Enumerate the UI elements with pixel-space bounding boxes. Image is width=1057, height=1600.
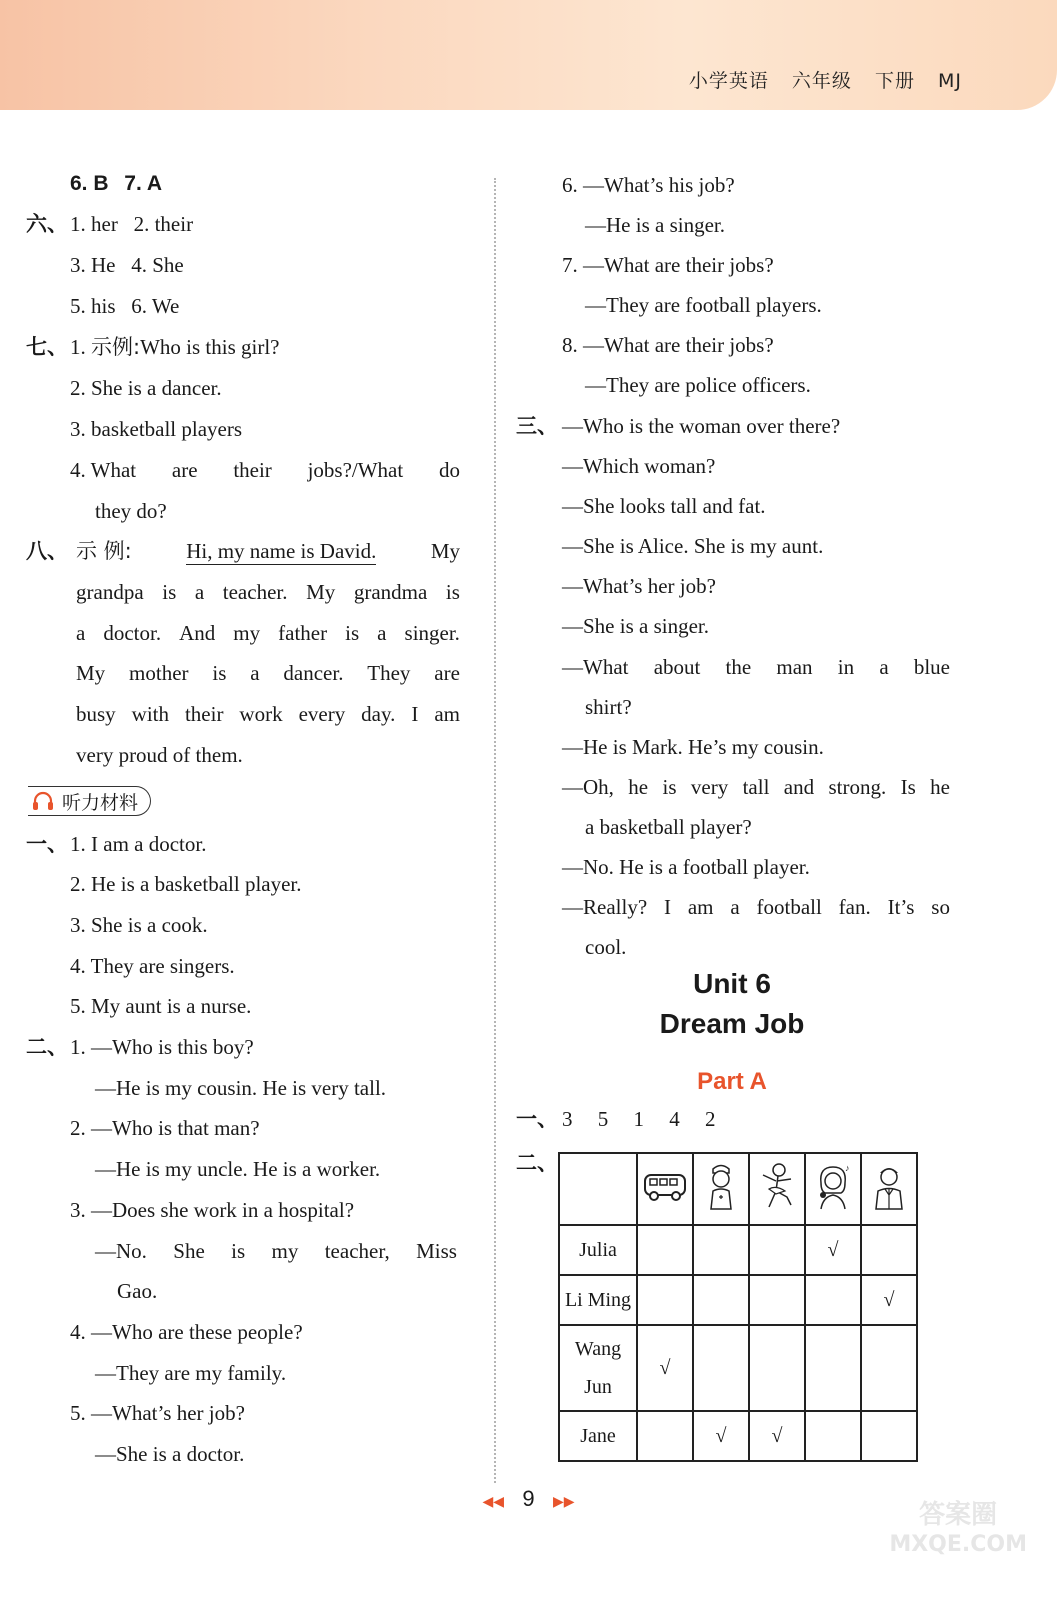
section-8-line-3: a doctor. And my father is a singer. <box>76 621 460 645</box>
listening-material-label: 听力材料 <box>62 791 139 814</box>
watermark-url: MXQE.COM <box>889 1532 1027 1557</box>
dialog-line-cont: cool. <box>585 935 627 959</box>
table-cell <box>805 1411 861 1461</box>
dialog-question: 8. —What are their jobs? <box>562 333 774 357</box>
header-subject: 小学英语 <box>688 70 769 92</box>
doctor-icon <box>872 1161 906 1211</box>
part-a-section-2-num: 二、 <box>516 1151 558 1175</box>
section-8-num: 八、 <box>26 539 68 563</box>
dialog-question: 7. —What are their jobs? <box>562 253 774 277</box>
table-row <box>559 1225 917 1275</box>
dialog-line: —She is a singer. <box>562 614 709 638</box>
column-divider <box>494 178 496 1483</box>
dialog-line: —He is Mark. He’s my cousin. <box>562 735 824 759</box>
headphones-icon <box>32 791 54 811</box>
dialog-answer: —He is a singer. <box>585 213 725 237</box>
part-heading: Part A <box>697 1068 767 1095</box>
section-7-item-1: 1. 示例:Who is this girl? <box>70 335 280 359</box>
section-8-line-5: busy with their work every day. I am <box>76 702 460 726</box>
answer-table <box>558 1152 918 1462</box>
table-cell: √ <box>693 1411 749 1461</box>
row-name: Li Ming <box>559 1275 637 1325</box>
part-a-section-1-answers: 3 5 1 4 2 <box>562 1107 716 1131</box>
section-7-num: 七、 <box>26 335 68 359</box>
table-cell <box>749 1275 805 1325</box>
table-cell <box>637 1275 693 1325</box>
dialog-answer: —They are my family. <box>95 1361 287 1385</box>
listening-section-1-num: 一、 <box>26 832 68 856</box>
listening-item: 3. She is a cook. <box>70 913 208 937</box>
table-cell: √ <box>805 1225 861 1275</box>
table-cell <box>861 1411 917 1461</box>
table-header-cell <box>637 1153 693 1225</box>
dialog-line-cont: shirt? <box>585 695 632 719</box>
section-7-item-4: 4. What are their jobs?/What do <box>70 458 460 482</box>
section-6-num: 六、 <box>26 212 68 236</box>
dialog-line: —Which woman? <box>562 454 716 478</box>
unit-number: Unit 6 <box>693 968 771 999</box>
dialog-line: —Oh, he is very tall and strong. Is he <box>562 775 950 799</box>
table-row <box>559 1275 917 1325</box>
row-name: Jane <box>559 1411 637 1461</box>
page-number: 9 <box>522 1486 535 1511</box>
section-6-line-3: 5. his 6. We <box>70 294 180 318</box>
table-cell <box>693 1225 749 1275</box>
table-header-cell <box>861 1153 917 1225</box>
section-8-line-6: very proud of them. <box>76 743 243 767</box>
dialog-line: —No. He is a football player. <box>562 855 810 879</box>
section-6-line-1: 1. her 2. their <box>70 212 194 236</box>
header-info <box>673 66 962 93</box>
svg-text:♪: ♪ <box>845 1163 850 1173</box>
dialog-line-cont: a basketball player? <box>585 815 752 839</box>
dialog-question: 5. —What’s her job? <box>70 1401 245 1425</box>
table-header-row <box>559 1153 917 1225</box>
table-cell <box>693 1325 749 1411</box>
section-7-item-2: 2. She is a dancer. <box>70 376 222 400</box>
section-3-num: 三、 <box>516 414 558 438</box>
row-name: Julia <box>559 1225 637 1275</box>
table-cell <box>861 1325 917 1411</box>
listening-item: 1. I am a doctor. <box>70 832 207 856</box>
listening-section-2-num: 二、 <box>26 1035 68 1059</box>
row-name-line: Wang <box>574 1338 622 1360</box>
answer-line: 6. B 7. A <box>70 172 162 195</box>
table-row <box>559 1325 917 1411</box>
listening-item: 4. They are singers. <box>70 954 235 978</box>
table-header-cell <box>749 1153 805 1225</box>
header-grade: 六年级 <box>791 70 852 92</box>
dancer-icon <box>757 1161 797 1211</box>
section-8-line-2: grandpa is a teacher. My grandma is <box>76 580 460 604</box>
table-cell <box>637 1225 693 1275</box>
table-cell <box>805 1275 861 1325</box>
table-header-cell <box>693 1153 749 1225</box>
table-cell <box>749 1325 805 1411</box>
section-6-line-2: 3. He 4. She <box>70 253 184 277</box>
dialog-question: 4. —Who are these people? <box>70 1320 303 1344</box>
dialog-answer: —They are football players. <box>585 293 822 317</box>
dialog-line: —Who is the woman over there? <box>562 414 841 438</box>
watermark-logo: 答案圈 <box>919 1500 998 1530</box>
dialog-line: —What about the man in a blue <box>562 655 950 679</box>
dialog-answer: —He is my uncle. He is a worker. <box>95 1157 381 1181</box>
dialog-line: —Really? I am a football fan. It’s so <box>562 895 950 919</box>
nurse-icon <box>705 1161 737 1211</box>
listening-material-badge <box>28 786 151 816</box>
header-volume: 下册 <box>874 70 915 92</box>
dialog-line: —She is Alice. She is my aunt. <box>562 534 824 558</box>
listening-item: 5. My aunt is a nurse. <box>70 994 252 1018</box>
table-cell <box>749 1225 805 1275</box>
dialog-answer: —They are police officers. <box>585 373 811 397</box>
table-cell <box>861 1225 917 1275</box>
dialog-answer-cont: Gao. <box>117 1279 158 1303</box>
dialog-question: 1. —Who is this boy? <box>70 1035 254 1059</box>
unit-title: Dream Job <box>659 1008 805 1039</box>
header-edition: MJ <box>938 70 962 92</box>
dialog-answer: —No. She is my teacher, Miss <box>95 1239 457 1263</box>
section-8-line-1: 示 例: Hi, my name is David. My <box>76 539 460 563</box>
header-banner <box>0 0 1057 110</box>
section-8-line-4: My mother is a dancer. They are <box>76 661 460 685</box>
table-cell: √ <box>749 1411 805 1461</box>
dialog-question: 2. —Who is that man? <box>70 1116 260 1140</box>
dialog-line: —What’s her job? <box>562 574 716 598</box>
singer-icon <box>811 1161 855 1211</box>
table-cell <box>637 1411 693 1461</box>
row-name <box>559 1325 637 1411</box>
table-cell: √ <box>861 1275 917 1325</box>
section-7-item-4-cont: they do? <box>95 499 167 523</box>
dialog-question: 6. —What’s his job? <box>562 173 735 197</box>
dialog-answer: —He is my cousin. He is very tall. <box>95 1076 387 1100</box>
dialog-line: —She looks tall and fat. <box>562 494 766 518</box>
table-header-cell <box>805 1153 861 1225</box>
prev-page-icon[interactable]: ◀◀ <box>482 1493 505 1509</box>
table-cell <box>805 1325 861 1411</box>
watermark <box>889 1500 1027 1560</box>
dialog-answer: —She is a doctor. <box>95 1442 245 1466</box>
section-7-item-3: 3. basketball players <box>70 417 243 441</box>
table-cell: √ <box>637 1325 693 1411</box>
next-page-icon[interactable]: ▶▶ <box>552 1493 575 1509</box>
row-name-line: Jun <box>584 1376 612 1398</box>
part-a-section-1-num: 一、 <box>516 1107 558 1131</box>
table-corner-cell <box>559 1153 637 1225</box>
bus-icon <box>642 1170 688 1202</box>
table-row <box>559 1411 917 1461</box>
table-cell <box>693 1275 749 1325</box>
dialog-question: 3. —Does she work in a hospital? <box>70 1198 355 1222</box>
listening-item: 2. He is a basketball player. <box>70 872 302 896</box>
